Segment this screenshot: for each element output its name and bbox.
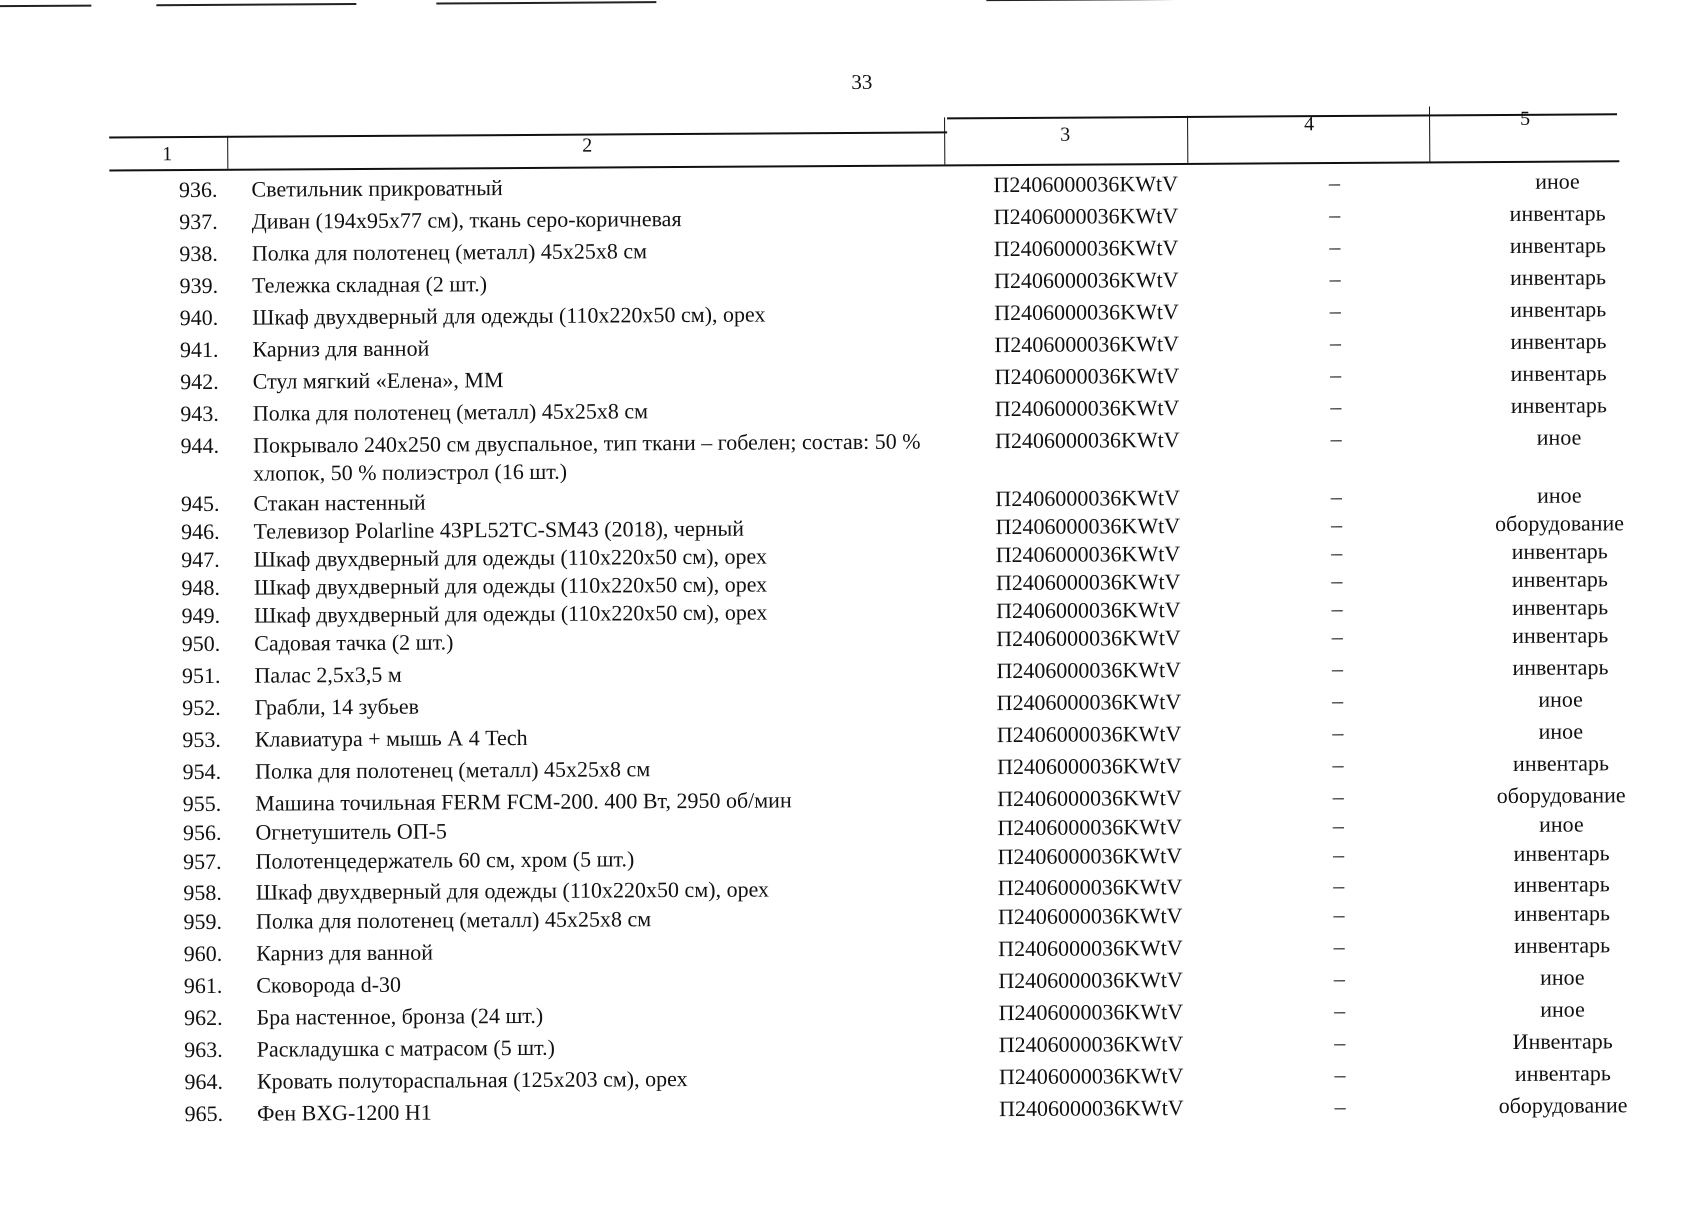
item-code: П2406000036KWtV [994,394,1180,422]
column-header: 1 [162,143,173,166]
item-code: П2406000036KWtV [997,784,1182,812]
column-4-value: – [1329,297,1341,324]
item-type: инвентарь [1514,932,1611,958]
item-type: инвентарь [1509,200,1606,226]
column-divider [227,136,229,169]
item-type: иное [1538,718,1584,744]
item-type: инвентарь [1510,328,1607,354]
item-name: Полка для полотенец (металл) 45х25х8 см [252,398,649,426]
item-code: П2406000036KWtV [998,1062,1184,1090]
row-number: 961. [183,972,223,999]
item-code: П2406000036KWtV [996,688,1182,716]
row-number: 955. [182,790,222,817]
item-code: П2406000036KWtV [997,842,1183,870]
item-code: П2406000036KWtV [994,330,1180,358]
item-type: иное [1539,811,1584,837]
column-4-value: – [1334,1093,1346,1120]
row-number: 941. [179,336,219,363]
item-code: П2406000036KWtV [993,202,1179,230]
item-code: П2406000036KWtV [994,362,1180,390]
row-number: 960. [183,940,223,967]
row-number: 943. [180,400,219,427]
row-number: 950. [181,630,221,657]
item-code: П2406000036KWtV [998,934,1183,962]
item-type: иное [1538,686,1583,712]
item-code: П2406000036KWtV [996,624,1181,652]
item-name: Шкаф двухдверный для одежды (110х220х50 см), орех [254,599,768,628]
table-row [0,423,1707,489]
item-type: инвентарь [1513,871,1610,897]
row-number: 936. [178,176,218,203]
column-4-value: – [1330,511,1343,538]
column-4-value: – [1329,201,1341,228]
item-name: Кровать полутораспальная (125х203 см), орех [256,1066,688,1094]
item-name: Садовая тачка (2 шт.) [254,629,454,656]
item-name: Покрывало 240х250 см двуспальное, тип ткани – гобелен; состав: 50 % хлопок, 50 % полиэстрол (16 шт.) [252,428,921,486]
item-code: П2406000036KWtV [994,298,1179,326]
item-name: Карниз для ванной [252,335,430,362]
row-number: 945. [180,490,220,517]
item-code: П2406000036KWtV [995,596,1181,624]
table-row [3,1091,1708,1129]
item-code: П2406000036KWtV [995,484,1181,512]
row-number: 958. [183,879,222,906]
column-4-value: – [1332,812,1344,839]
item-name: Клавиатура + мышь А 4 Tech [254,724,528,752]
column-4-value: – [1332,687,1344,714]
item-name: Светильник прикроватный [251,175,503,202]
row-number: 953. [182,726,221,753]
column-4-value: – [1331,567,1343,594]
column-4-value: – [1331,595,1343,622]
row-number: 959. [183,908,223,935]
item-type: инвентарь [1513,840,1610,866]
item-name: Стул мягкий «Елена», ММ [252,367,504,394]
item-type: инвентарь [1510,360,1607,386]
column-4-value: – [1332,719,1344,746]
scan-edge-line [0,5,91,8]
item-name: Полка для полотенец (металл) 45х25х8 см [251,238,648,266]
column-divider [944,117,946,164]
item-type: инвентарь [1510,392,1607,418]
item-name: Диван (194х95х77 см), ткань серо-коричневая [251,206,682,234]
item-type: оборудование [1498,1092,1628,1119]
item-name: Карниз для ванной [256,939,434,966]
column-header: 3 [1060,123,1071,146]
item-name: Стакан настенный [253,489,426,516]
column-4-value: – [1329,233,1341,260]
column-4-value: – [1332,783,1344,810]
item-type: оборудование [1495,510,1625,537]
item-name: Тележка складная (2 шт.) [251,271,488,298]
item-name: Шкаф двухдверный для одежды (110х220х50 см), орех [252,301,766,330]
item-code: П2406000036KWtV [999,1094,1184,1122]
item-code: П2406000036KWtV [996,752,1182,780]
column-header: 5 [1520,107,1531,130]
row-number: 956. [182,819,222,846]
column-4-value: – [1331,655,1344,682]
item-code: П2406000036KWtV [993,234,1179,262]
item-type: иное [1540,996,1585,1022]
item-type: инвентарь [1512,654,1609,680]
item-type: инвентарь [1509,264,1607,290]
item-name: Шкаф двухдверный для одежды (110х220х50 см), орех [253,543,768,572]
item-type: оборудование [1496,782,1626,809]
item-code: П2406000036KWtV [997,902,1183,930]
row-number: 939. [179,272,219,299]
column-4-value: – [1331,539,1343,566]
item-code: П2406000036KWtV [996,656,1182,684]
column-4-value: – [1329,265,1341,292]
row-number: 952. [182,694,221,721]
column-4-value: – [1330,483,1342,510]
item-code: П2406000036KWtV [993,266,1179,294]
table-top-border [109,131,947,138]
row-number: 954. [182,758,222,785]
item-code: П2406000036KWtV [998,998,1184,1026]
row-number: 963. [184,1036,223,1063]
item-type: Инвентарь [1512,1028,1613,1054]
row-number: 948. [181,574,220,601]
row-number: 940. [179,304,219,331]
column-4-value: – [1330,393,1342,420]
item-name: Палас 2,5х3,5 м [254,661,402,688]
column-4-value: – [1331,623,1343,650]
scan-edge-line [986,0,1546,1]
item-name: Раскладушка с матрасом (5 шт.) [256,1034,555,1062]
row-number: 947. [181,546,220,573]
item-type: инвентарь [1513,900,1611,926]
item-code: П2406000036KWtV [994,426,1180,454]
column-4-value: – [1333,901,1345,928]
column-header: 2 [582,134,593,157]
item-name: Полотенцедержатель 60 см, хром (5 шт.) [255,846,635,874]
column-header: 4 [1304,113,1315,136]
item-code: П2406000036KWtV [998,1030,1184,1058]
item-type: инвентарь [1509,232,1606,258]
row-number: 946. [180,518,220,545]
row-number: 949. [181,602,221,629]
item-type: иное [1537,482,1582,508]
column-4-value: – [1330,425,1342,452]
item-type: инвентарь [1510,296,1607,322]
item-code: П2406000036KWtV [995,568,1181,596]
column-4-value: – [1332,841,1345,868]
item-name: Грабли, 14 зубьев [254,693,420,720]
item-name: Шкаф двухдверный для одежды (110х220х50 см), орех [253,571,768,600]
row-number: 964. [184,1068,224,1095]
item-type: инвентарь [1512,622,1609,648]
item-type: иное [1536,424,1582,450]
item-type: инвентарь [1511,538,1608,564]
item-code: П2406000036KWtV [996,720,1182,748]
column-4-value: – [1328,169,1341,196]
item-code: П2406000036KWtV [995,512,1181,540]
scan-edge-line [156,3,356,6]
column-4-value: – [1330,361,1342,388]
item-name: Шкаф двухдверный для одежды (110х220х50 см), орех [255,876,770,905]
item-type: иное [1535,168,1580,194]
column-divider [1187,116,1189,163]
item-code: П2406000036KWtV [997,813,1183,841]
item-name: Полка для полотенец (металл) 45х25х8 см [255,906,652,934]
item-code: П2406000036KWtV [997,873,1183,901]
row-number: 962. [183,1004,223,1031]
item-name: Огнетушитель ОП-5 [255,818,447,845]
row-number: 965. [184,1100,224,1127]
item-name: Фен BXG-1200 H1 [257,1099,432,1126]
item-type: инвентарь [1514,1060,1611,1086]
item-name: Бра настенное, бронза (24 шт.) [256,1002,544,1030]
item-code: П2406000036KWtV [998,966,1183,994]
row-number: 951. [181,662,221,689]
item-type: иное [1539,964,1585,990]
column-4-value: – [1329,329,1342,356]
column-4-value: – [1333,933,1345,960]
row-number: 942. [180,368,219,395]
column-4-value: – [1333,997,1346,1024]
column-4-value: – [1333,965,1345,992]
item-type: инвентарь [1511,594,1609,620]
column-4-value: – [1334,1029,1346,1056]
item-type: инвентарь [1511,566,1608,592]
page-number: 33 [851,69,873,94]
item-name: Машина точильная FERM FCM-200. 400 Вт, 2950 об/мин [255,787,792,816]
item-name: Сковорода d-30 [256,971,402,998]
item-name: Полка для полотенец (металл) 45х25х8 см [254,756,651,784]
column-4-value: – [1334,1061,1346,1088]
row-number: 937. [179,208,218,235]
item-type: инвентарь [1512,750,1610,776]
row-number: 938. [179,240,218,267]
item-code: П2406000036KWtV [995,540,1181,568]
column-4-value: – [1333,872,1345,899]
column-4-value: – [1332,751,1344,778]
row-number: 957. [183,848,222,875]
item-code: П2406000036KWtV [993,170,1179,198]
row-number: 944. [180,432,220,459]
item-name: Телевизор Polarline 43PL52TC-SM43 (2018), черный [253,515,745,544]
scan-edge-line [436,1,656,4]
